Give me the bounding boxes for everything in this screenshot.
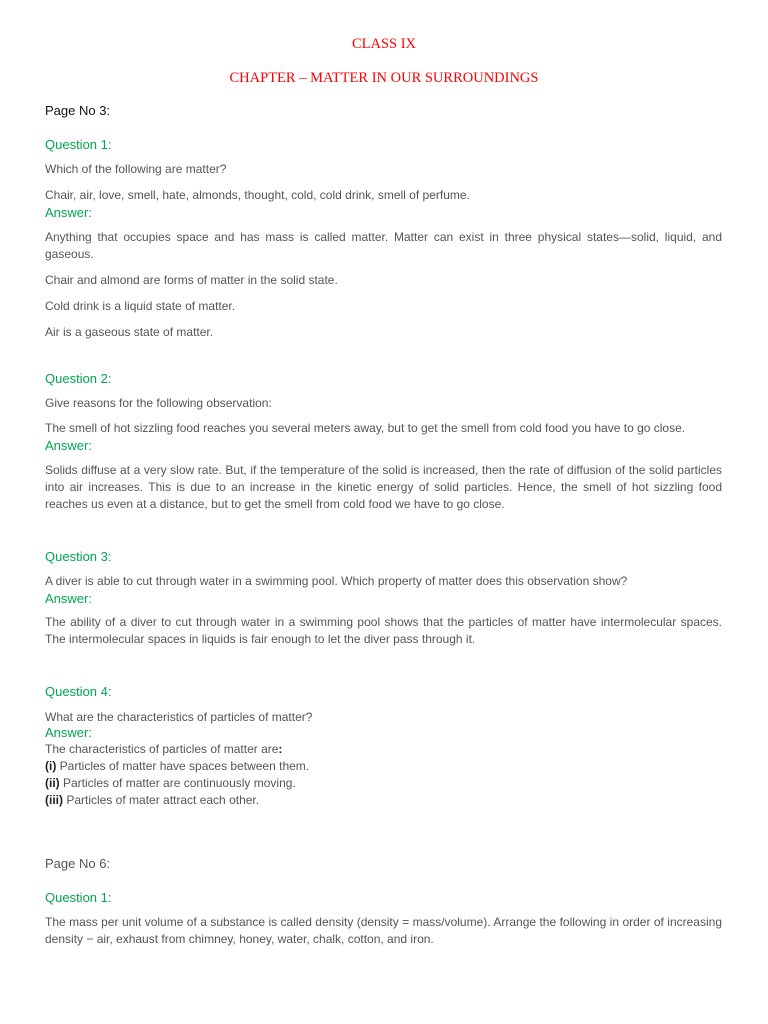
list-item-text: Particles of matter are continuously moving. xyxy=(59,776,296,790)
question-heading: Question 2: xyxy=(45,371,112,386)
answer-label: Answer: xyxy=(45,725,92,740)
list-item xyxy=(45,775,722,792)
class-title: CLASS IX xyxy=(351,36,417,52)
list-item-marker: (i) xyxy=(45,759,57,773)
answer-text: The ability of a diver to cut through water in a swimming pool shows that the particles of matter have intermolecular spaces. The intermolecular spaces in liquids is fair enough to let the diver pass through it. xyxy=(45,615,722,646)
question-heading: Question 3: xyxy=(45,549,112,564)
answer-intro-colon: : xyxy=(278,742,283,756)
question-text: The smell of hot sizzling food reaches you several meters away, but to get the smell from cold food you have to go close. xyxy=(45,421,686,435)
list-item xyxy=(45,758,722,775)
answer-label: Answer: xyxy=(45,591,92,606)
list-item-marker: (ii) xyxy=(45,776,60,790)
answer-text: Air is a gaseous state of matter. xyxy=(45,325,214,339)
question-text: A diver is able to cut through water in a swimming pool. Which property of matter does this observation show? xyxy=(45,574,628,588)
question-heading: Question 1: xyxy=(45,890,112,905)
list-item-text: Particles of mater attract each other. xyxy=(63,793,260,807)
answer-text: Chair and almond are forms of matter in the solid state. xyxy=(45,273,338,287)
page-number-label: Page No 3: xyxy=(45,103,111,118)
list-item-marker: (iii) xyxy=(45,793,63,807)
list-item xyxy=(45,792,722,809)
question-heading: Question 4: xyxy=(45,684,112,699)
chapter-title: CHAPTER – MATTER IN OUR SURROUNDINGS xyxy=(229,70,539,86)
list-item-text: Particles of matter have spaces between them. xyxy=(56,759,310,773)
answer-text: Solids diffuse at a very slow rate. But, if the temperature of the solid is increased, then the rate of diffusion of the solid particles into air increases. This is due to an increase in the kinetic energy of solid particles. Hence, the smell of hot sizzling food reaches us even at a distance, but to get the smell from cold food we have to go close. xyxy=(45,463,722,511)
answer-label: Answer: xyxy=(45,438,92,453)
answer-text: Anything that occupies space and has mass is called matter. Matter can exist in three physical states—solid, liquid, and gaseous. xyxy=(45,230,722,261)
answer-intro xyxy=(45,741,722,758)
answer-label: Answer: xyxy=(45,205,92,220)
answer-text: Cold drink is a liquid state of matter. xyxy=(45,299,236,313)
question-heading: Question 1: xyxy=(45,137,112,152)
question-text: What are the characteristics of particles of matter? xyxy=(45,710,313,724)
question-text: Which of the following are matter? xyxy=(45,162,227,176)
answer-intro-text: The characteristics of particles of matter are xyxy=(45,742,279,756)
question-text: Give reasons for the following observation: xyxy=(45,396,272,410)
question-text: Chair, air, love, smell, hate, almonds, thought, cold, cold drink, smell of perfume. xyxy=(45,188,470,202)
page-number-label: Page No 6: xyxy=(45,856,111,871)
question-text: The mass per unit volume of a substance is called density (density = mass/volume). Arrange the following in order of increasing density − air, exhaust from chimney, honey, water, chalk, cotton, and iron. xyxy=(45,915,722,946)
